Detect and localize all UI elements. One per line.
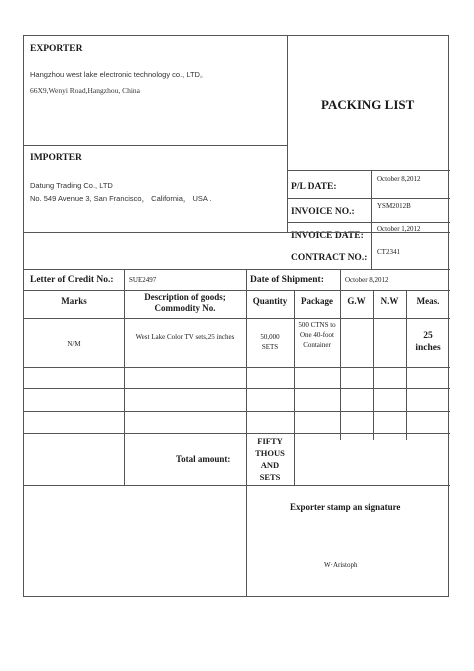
divider: [24, 367, 450, 368]
divider: [287, 222, 450, 223]
divider: [340, 290, 341, 440]
divider: [287, 36, 288, 232]
pl-date-label: P/L DATE:: [291, 182, 337, 192]
divider: [287, 198, 450, 199]
divider: [24, 269, 450, 270]
col-header-package: Package: [301, 296, 333, 306]
divider: [24, 388, 450, 389]
pl-date-value: October 8,2012: [377, 175, 421, 183]
divider: [24, 485, 450, 486]
contract-no-value: CT2341: [377, 248, 400, 256]
signature: W·Aristoph: [324, 561, 358, 569]
divider: [246, 269, 247, 290]
total-value: FIFTY THOUS AND SETS: [255, 436, 285, 482]
divider: [406, 290, 407, 440]
col-header-description: Description of goods; Commodity No.: [144, 292, 226, 313]
importer-address: No. 549 Avenue 3, San Francisco， California， USA .: [30, 194, 212, 203]
col-header-nw: N.W: [380, 296, 399, 306]
divider: [24, 433, 450, 434]
divider: [246, 485, 247, 597]
col-header-quantity: Quantity: [252, 296, 288, 306]
importer-name: Datung Trading Co., LTD: [30, 181, 113, 190]
divider: [24, 145, 287, 146]
divider: [24, 318, 450, 319]
lc-value: SUE2497: [129, 276, 157, 284]
lc-label: Letter of Credit No.:: [30, 275, 114, 285]
invoice-no-value: YSM2012B: [377, 202, 411, 210]
invoice-date-value: October 1,2012: [377, 225, 421, 233]
table-cell-marks: N/M: [67, 340, 81, 348]
table-cell-quantity: 50,000 SETS: [260, 333, 280, 351]
exporter-heading: EXPORTER: [30, 44, 83, 54]
divider: [24, 411, 450, 412]
exporter-name: Hangzhou west lake electronic technology co., LTD。: [30, 70, 208, 79]
divider: [24, 232, 450, 233]
stamp-label: Exporter stamp an signature: [290, 502, 401, 512]
col-header-marks: Marks: [61, 296, 87, 306]
exporter-address: 66X9,Wenyi Road,Hangzhou, China: [30, 86, 141, 95]
table-cell-package: 500 CTNS to One 40-foot Container: [298, 321, 336, 349]
contract-no-label: CONTRACT NO.:: [291, 253, 368, 263]
shipment-value: October 8,2012: [345, 276, 389, 284]
importer-heading: IMPORTER: [30, 153, 82, 163]
divider: [373, 290, 374, 440]
table-cell-meas: 25 inches: [415, 331, 441, 353]
total-label: Total amount:: [176, 454, 231, 464]
divider: [340, 269, 341, 290]
invoice-date-label: INVOICE DATE:: [291, 231, 364, 241]
col-header-gw: G.W: [347, 296, 366, 306]
divider: [124, 269, 125, 290]
document-title: PACKING LIST: [321, 97, 415, 112]
table-cell-description: West Lake Color TV sets,25 inches: [135, 333, 235, 341]
shipment-label: Date of Shipment:: [250, 275, 324, 285]
divider: [371, 170, 372, 269]
divider: [287, 170, 450, 171]
col-header-meas: Meas.: [416, 296, 440, 306]
invoice-no-label: INVOICE NO.:: [291, 207, 355, 217]
divider: [24, 290, 450, 291]
packing-list-document: [23, 35, 449, 597]
